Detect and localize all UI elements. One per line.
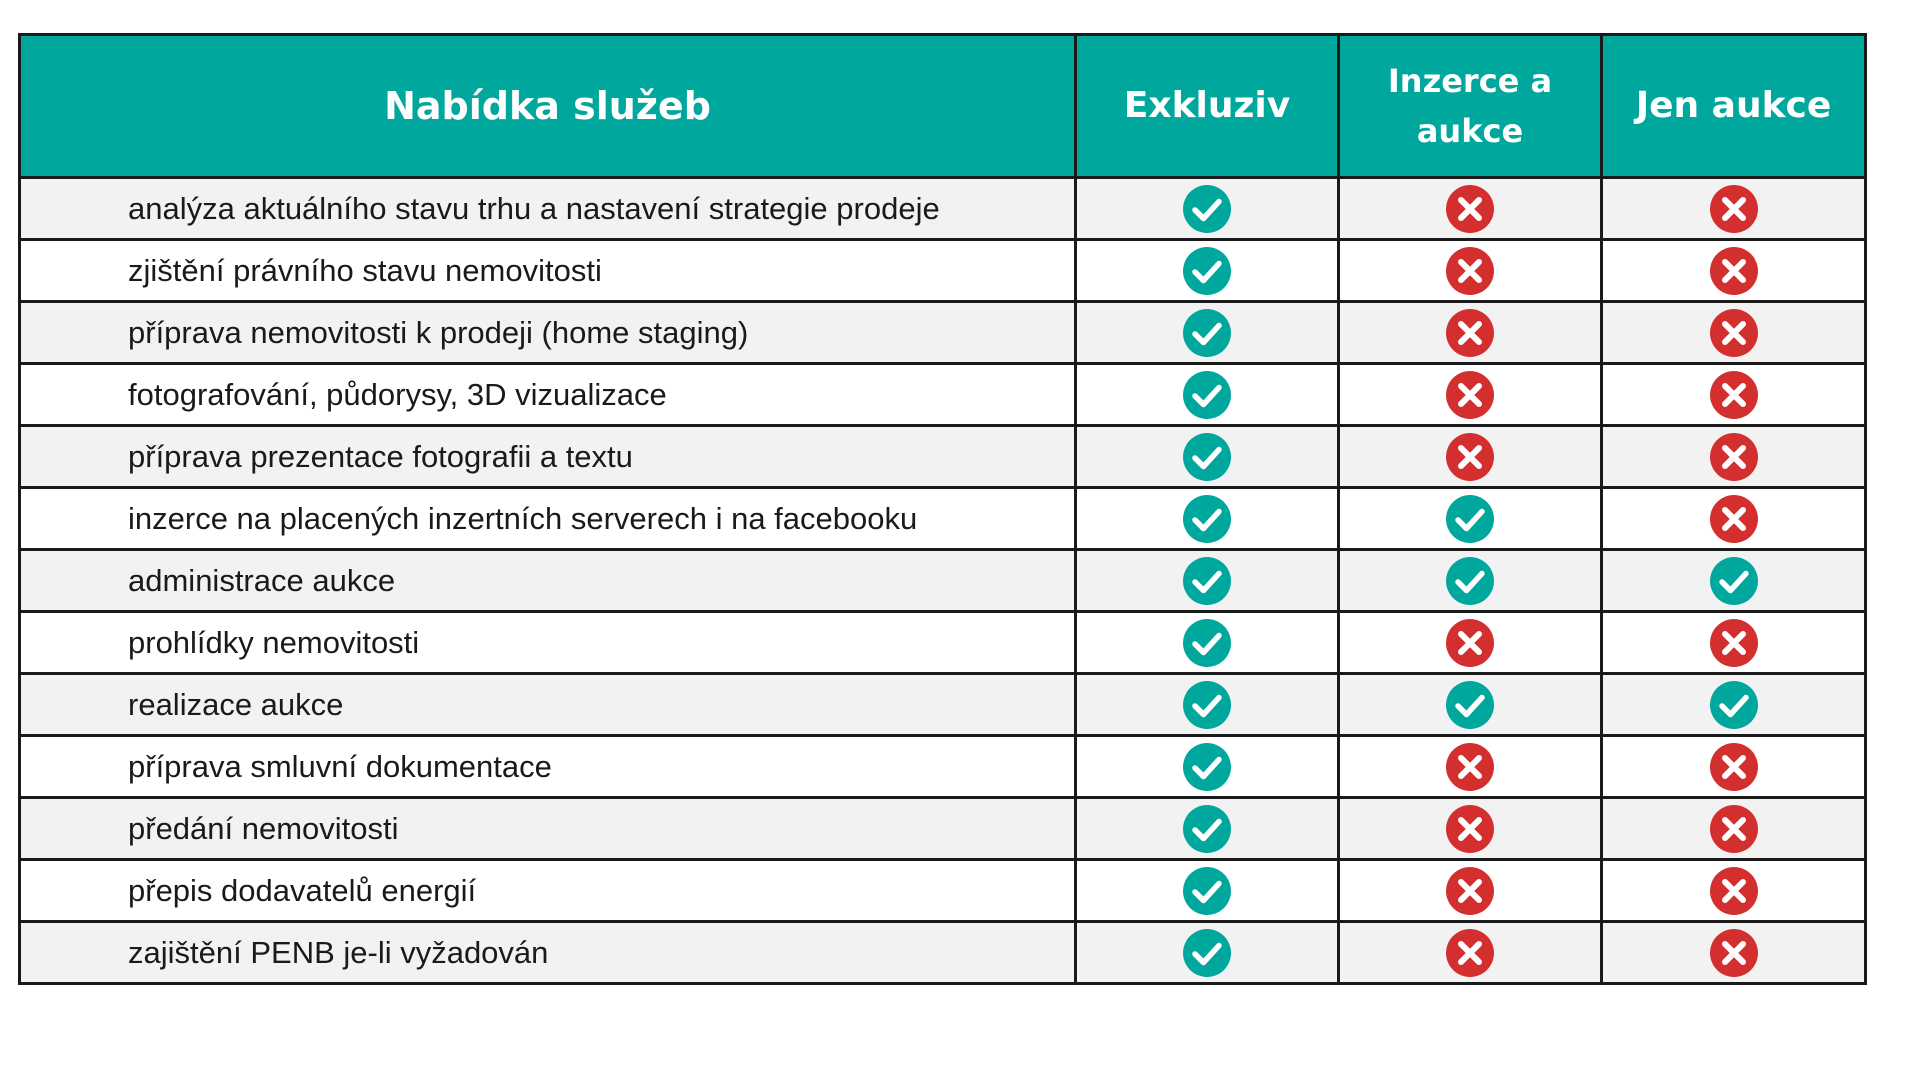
service-label: příprava prezentace fotografii a textu — [20, 426, 1076, 488]
table-row — [20, 240, 1866, 302]
service-label: fotografování, půdorysy, 3D vizualizace — [20, 364, 1076, 426]
header-inzerce-a-aukce: Inzerce a aukce — [1339, 35, 1602, 178]
cell-exkluziv — [1076, 488, 1339, 550]
cell-exkluziv — [1076, 612, 1339, 674]
cross-icon — [1445, 928, 1495, 978]
cell-exkluziv — [1076, 364, 1339, 426]
header-row — [20, 35, 1866, 178]
cell-jen-aukce — [1602, 178, 1866, 240]
table-row — [20, 922, 1866, 984]
table-row — [20, 550, 1866, 612]
table-row — [20, 178, 1866, 240]
cell-exkluziv — [1076, 674, 1339, 736]
cell-exkluziv — [1076, 798, 1339, 860]
header-jen-aukce: Jen aukce — [1602, 35, 1866, 178]
table-row — [20, 798, 1866, 860]
cell-inzerce-a-aukce — [1339, 550, 1602, 612]
service-label: analýza aktuálního stavu trhu a nastavení strategie prodeje — [20, 178, 1076, 240]
cell-exkluziv — [1076, 860, 1339, 922]
cell-inzerce-a-aukce — [1339, 426, 1602, 488]
service-label: prohlídky nemovitosti — [20, 612, 1076, 674]
check-icon — [1182, 618, 1232, 668]
check-icon — [1709, 556, 1759, 606]
cross-icon — [1445, 866, 1495, 916]
check-icon — [1182, 928, 1232, 978]
header-services: Nabídka služeb — [20, 35, 1076, 178]
service-label: přepis dodavatelů energií — [20, 860, 1076, 922]
cell-inzerce-a-aukce — [1339, 922, 1602, 984]
cell-jen-aukce — [1602, 798, 1866, 860]
cell-jen-aukce — [1602, 488, 1866, 550]
service-label: administrace aukce — [20, 550, 1076, 612]
cell-exkluziv — [1076, 178, 1339, 240]
check-icon — [1182, 494, 1232, 544]
cell-inzerce-a-aukce — [1339, 674, 1602, 736]
cell-inzerce-a-aukce — [1339, 240, 1602, 302]
cross-icon — [1709, 742, 1759, 792]
check-icon — [1709, 680, 1759, 730]
cell-inzerce-a-aukce — [1339, 612, 1602, 674]
table-row — [20, 364, 1866, 426]
check-icon — [1182, 804, 1232, 854]
cross-icon — [1709, 370, 1759, 420]
table-row — [20, 612, 1866, 674]
cross-icon — [1709, 184, 1759, 234]
cell-jen-aukce — [1602, 860, 1866, 922]
cell-jen-aukce — [1602, 922, 1866, 984]
header-exkluziv: Exkluziv — [1076, 35, 1339, 178]
cell-inzerce-a-aukce — [1339, 736, 1602, 798]
cell-inzerce-a-aukce — [1339, 364, 1602, 426]
table-body — [20, 178, 1866, 984]
table-row — [20, 860, 1866, 922]
cell-exkluziv — [1076, 550, 1339, 612]
cell-exkluziv — [1076, 736, 1339, 798]
table-row — [20, 488, 1866, 550]
cross-icon — [1445, 370, 1495, 420]
service-label: realizace aukce — [20, 674, 1076, 736]
cell-exkluziv — [1076, 426, 1339, 488]
cross-icon — [1445, 432, 1495, 482]
service-label: zjištění právního stavu nemovitosti — [20, 240, 1076, 302]
cross-icon — [1445, 618, 1495, 668]
cross-icon — [1709, 308, 1759, 358]
check-icon — [1182, 308, 1232, 358]
table-row — [20, 426, 1866, 488]
check-icon — [1182, 866, 1232, 916]
check-icon — [1182, 370, 1232, 420]
cross-icon — [1709, 494, 1759, 544]
cell-jen-aukce — [1602, 550, 1866, 612]
cross-icon — [1709, 618, 1759, 668]
service-label: zajištění PENB je-li vyžadován — [20, 922, 1076, 984]
cell-jen-aukce — [1602, 426, 1866, 488]
table-row — [20, 302, 1866, 364]
cell-inzerce-a-aukce — [1339, 488, 1602, 550]
cross-icon — [1709, 866, 1759, 916]
table-row — [20, 736, 1866, 798]
cross-icon — [1445, 184, 1495, 234]
cell-exkluziv — [1076, 302, 1339, 364]
service-label: inzerce na placených inzertních serverech i na facebooku — [20, 488, 1076, 550]
check-icon — [1445, 556, 1495, 606]
cross-icon — [1445, 742, 1495, 792]
service-label: příprava smluvní dokumentace — [20, 736, 1076, 798]
check-icon — [1445, 680, 1495, 730]
cell-jen-aukce — [1602, 302, 1866, 364]
cell-exkluziv — [1076, 922, 1339, 984]
check-icon — [1182, 556, 1232, 606]
services-comparison-table — [18, 33, 1867, 985]
table-row — [20, 674, 1866, 736]
cell-jen-aukce — [1602, 736, 1866, 798]
cross-icon — [1709, 246, 1759, 296]
service-label: příprava nemovitosti k prodeji (home staging) — [20, 302, 1076, 364]
cell-inzerce-a-aukce — [1339, 798, 1602, 860]
check-icon — [1182, 246, 1232, 296]
check-icon — [1182, 184, 1232, 234]
cell-jen-aukce — [1602, 612, 1866, 674]
cell-inzerce-a-aukce — [1339, 178, 1602, 240]
cell-exkluziv — [1076, 240, 1339, 302]
check-icon — [1182, 432, 1232, 482]
cell-jen-aukce — [1602, 364, 1866, 426]
check-icon — [1445, 494, 1495, 544]
cross-icon — [1445, 246, 1495, 296]
cross-icon — [1709, 432, 1759, 482]
cross-icon — [1709, 804, 1759, 854]
cell-jen-aukce — [1602, 674, 1866, 736]
cross-icon — [1445, 804, 1495, 854]
cell-inzerce-a-aukce — [1339, 302, 1602, 364]
cross-icon — [1709, 928, 1759, 978]
cross-icon — [1445, 308, 1495, 358]
cell-jen-aukce — [1602, 240, 1866, 302]
check-icon — [1182, 742, 1232, 792]
cell-inzerce-a-aukce — [1339, 860, 1602, 922]
service-label: předání nemovitosti — [20, 798, 1076, 860]
check-icon — [1182, 680, 1232, 730]
